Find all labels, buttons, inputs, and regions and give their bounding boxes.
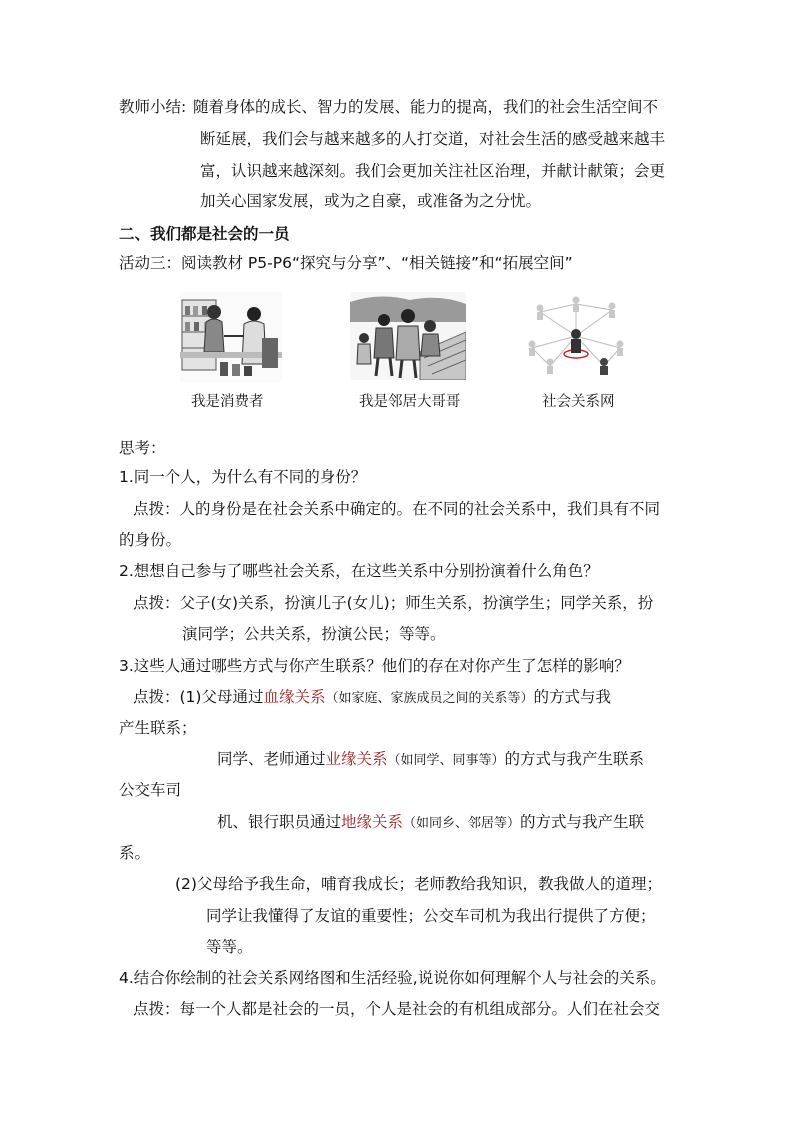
hint-2-line-1: 点拨：父子(女)关系，扮演儿子(女儿)；师生关系，扮演学生；同学关系，扮 — [133, 594, 654, 612]
blood-relation-note: （如家庭、家族成员之间的关系等） — [325, 691, 534, 706]
hint-3-line-2: 产生联系； — [119, 719, 197, 737]
caption-neighbor: 我是邻居大哥哥 — [359, 394, 461, 410]
hint-3-part-2-line-3: 等等。 — [206, 938, 253, 956]
blood-relation-term: 血缘关系 — [263, 688, 326, 706]
hint-3-line-5 — [217, 811, 644, 835]
hint-3-line-5-end: 的方式与我产生联 — [520, 813, 645, 831]
social-network-illustration — [520, 292, 632, 376]
think-label: 思考： — [119, 439, 166, 457]
hint-2-line-2: 演同学；公共关系，扮演公民；等等。 — [182, 625, 446, 643]
question-3: 3.这些人通过哪些方式与你产生联系？他们的存在对你产生了怎样的影响？ — [119, 657, 630, 675]
hint-4-line-1: 点拨：每一个人都是社会的一员，个人是社会的有机组成部分。人们在社会交 — [133, 1000, 661, 1018]
hint-3-line-3-start: 同学、老师通过 — [217, 750, 326, 768]
summary-line-4: 加关心国家发展，或为之自豪，或准备为之分忧。 — [200, 192, 542, 210]
activity-line: 活动三：阅读教材 P5-P6“探究与分享”、“相关链接”和“拓展空间” — [119, 254, 573, 272]
hint-3-line-1 — [133, 686, 611, 710]
work-relation-term: 业缘关系 — [325, 750, 388, 768]
hint-3-line-5-start: 机、银行职员通过 — [217, 813, 342, 831]
hint-3-prefix: 点拨：(1)父母通过 — [133, 688, 264, 706]
hint-1-line-2: 的身份。 — [119, 531, 182, 549]
section-title: 二、我们都是社会的一员 — [119, 225, 290, 243]
summary-label: 教师小结: — [119, 98, 187, 116]
geo-relation-note: （如同乡、邻居等） — [403, 816, 521, 831]
hint-1-line-1: 点拨：人的身份是在社会关系中确定的。在不同的社会关系中，我们具有不同 — [133, 500, 661, 518]
caption-social-network: 社会关系网 — [542, 394, 615, 410]
hint-3-part-2-line-1: (2)父母给予我生命，哺育我成长；老师教给我知识，教我做人的道理； — [175, 875, 662, 893]
hint-3-line-6: 系。 — [119, 844, 151, 862]
question-1: 1.同一个人，为什么有不同的身份？ — [119, 468, 367, 486]
summary-line-2: 断延展，我们会与越来越多的人打交道，对社会生活的感受越来越丰 — [200, 130, 666, 148]
work-relation-note: （如同学、同事等） — [387, 753, 505, 768]
neighbor-illustration — [350, 292, 466, 380]
hint-3-line-1-end: 的方式与我 — [533, 688, 612, 706]
question-4: 4.结合你绘制的社会关系网络图和生活经验,说说你如何理解个人与社会的关系。 — [119, 969, 666, 987]
summary-line-1: 随着身体的成长、智力的发展、能力的提高，我们的社会生活空间不 — [193, 98, 659, 116]
hint-3-line-3 — [217, 748, 644, 772]
question-2: 2.想想自己参与了哪些社会关系，在这些关系中分别扮演着什么角色？ — [119, 562, 599, 580]
geo-relation-term: 地缘关系 — [341, 813, 404, 831]
hint-3-line-3-end: 的方式与我产生联系 — [504, 750, 645, 768]
hint-3-part-2-line-2: 同学让我懂得了友谊的重要性；公交车司机为我出行提供了方便； — [206, 907, 656, 925]
consumer-illustration — [180, 292, 282, 382]
hint-3-line-4: 公交车司 — [119, 781, 182, 799]
caption-consumer: 我是消费者 — [191, 394, 264, 410]
summary-line-3: 富，认识越来越深刻。我们会更加关注社区治理，并献计献策；会更 — [200, 162, 666, 180]
